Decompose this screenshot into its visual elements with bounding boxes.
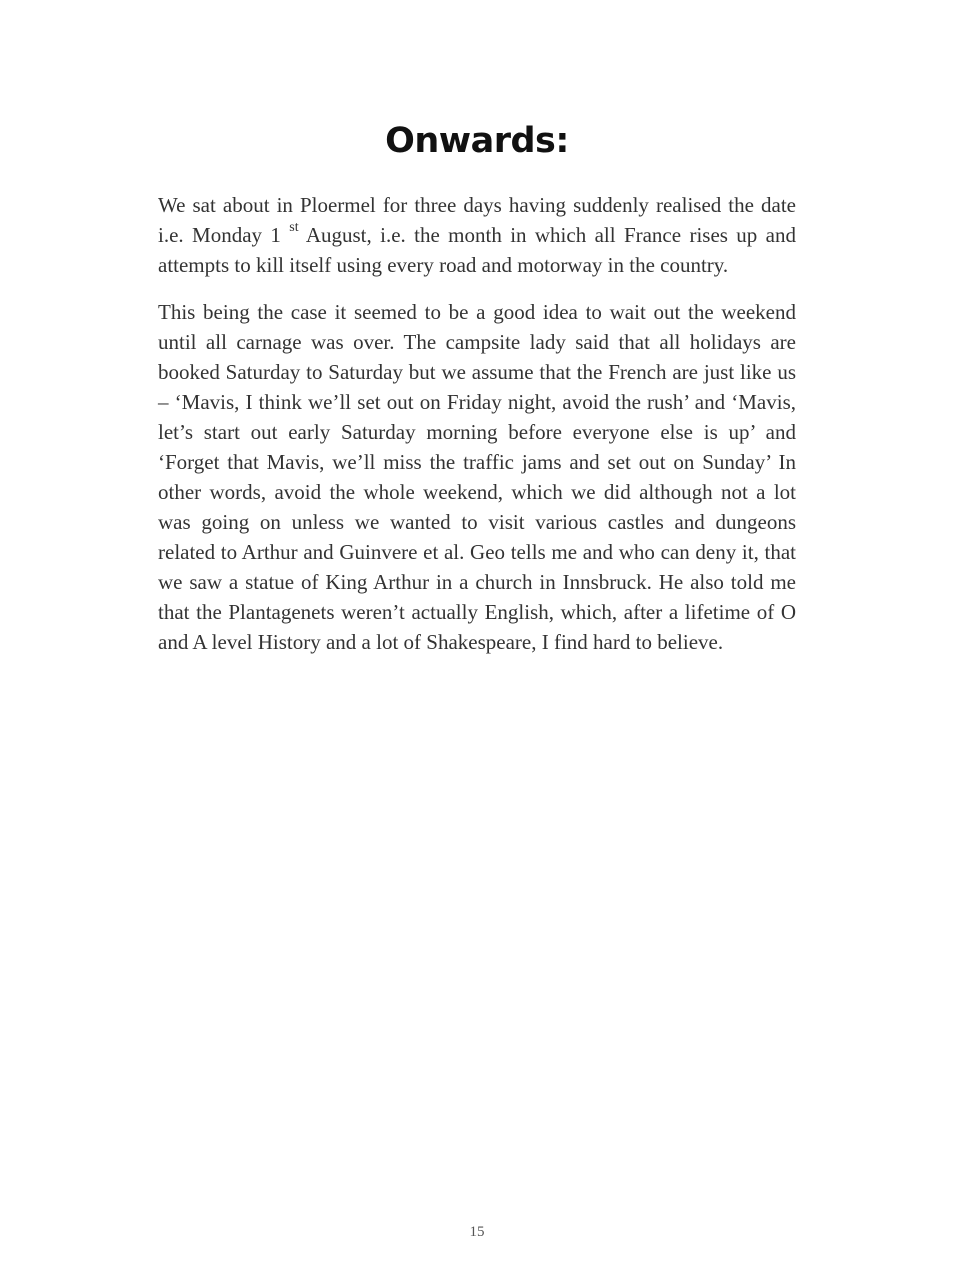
paragraph-1-text-end: August, i.e. the month in which all France rises up and attempts to kill itself using every road and motorway in the country. <box>158 223 796 277</box>
body-text <box>158 190 796 674</box>
page-number: 15 <box>469 1224 485 1240</box>
paragraph-1-text-start: We sat about in Ploermel for three days having suddenly realised the date i.e. Monday 1 <box>158 193 796 247</box>
page-title: Onwards: <box>385 121 569 161</box>
paragraph-2: This being the case it seemed to be a good idea to wait out the weekend until all carnage was over. The campsite lady said that all holidays are booked Saturday to Saturday but we assume that the French are just like us – ‘Mavis, I think we’ll set out on Friday night, avoid the rush’ and ‘Mavis, let’s start out early Saturday morning before everyone else is up’ and ‘Forget that Mavis, we’ll miss the traffic jams and set out on Sunday’ In other words, avoid the whole weekend, which we did although not a lot was going on unless we wanted to visit various castles and dungeons related to Arthur and Guinvere et al. Geo tells me and who can deny it, that we saw a statue of King Arthur in a church in Innsbruck. He also told me that the Plantagenets weren’t actually English, which, after a lifetime of O and A level History and a lot of Shakespeare, I find hard to believe. <box>158 300 796 654</box>
ordinal-superscript: st <box>289 220 299 235</box>
paragraph-1 <box>158 190 796 280</box>
